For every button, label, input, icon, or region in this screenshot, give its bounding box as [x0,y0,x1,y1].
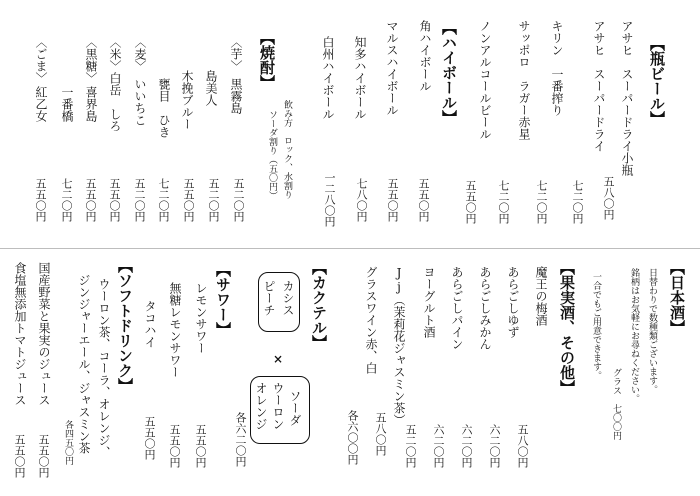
menu-item-price: 五八〇円 [602,176,615,220]
menu-item-name: アサヒ スーパードライ小瓶 [620,20,634,176]
menu-item-price: 五五〇円 [34,178,47,222]
section-divider [0,248,700,249]
menu-item-price: 五五〇円 [417,178,430,222]
juice-vegetable-fruit: 国産野菜と果実のジュース [37,262,51,406]
menu-item-price: 六二〇円 [460,424,473,468]
shochu-type: 〈米〉 [108,36,122,72]
menu-item-name: 島美人 [204,70,218,106]
menu-item-price: 七二〇円 [497,180,510,224]
menu-item-name: 魔王の梅酒 [534,266,548,326]
menu-item-price: 五二〇円 [232,178,245,222]
cocktail-base-cassis: カシス [281,280,295,316]
highball-title: 【ハイボール】 [440,20,458,125]
menu-item-price: 七二〇円 [157,178,170,222]
menu-item-price: 五五〇円 [108,178,121,222]
menu-item-price: 五二〇円 [404,424,417,468]
shochu-title: 【焼酎】 [258,30,276,90]
menu-item-price: 各六〇〇円 [346,410,359,465]
shochu-type: 〈麦〉 [133,36,147,72]
menu-item-price: 五八〇円 [374,412,387,456]
juice-tomato: 食塩無添加トマトジュース [13,262,27,406]
soft-drink-title: 【ソフトドリンク】 [116,258,134,393]
juice-vegetable-fruit-price: 五五〇円 [37,434,50,478]
menu-item-price: 五五〇円 [84,178,97,222]
menu-item-price: 七二〇円 [571,180,584,224]
sake-glass-price: グラス 七〇〇円 [611,368,621,440]
menu-item-price: 一二八〇円 [323,172,336,227]
menu-item-name: 知多ハイボール [353,36,367,120]
menu-item-price: 七二〇円 [60,178,73,222]
menu-item-name: 喜界島 [84,86,98,122]
cocktail-title: 【カクテル】 [310,260,328,350]
menu-item-name: 無糖レモンサワー [168,282,182,378]
menu-item-name: マルスハイボール [385,20,399,116]
cocktail-base-peach: ピーチ [262,280,276,316]
soft-drink-price: 各四五〇円 [63,420,73,465]
menu-item-price: 五五〇円 [182,178,195,222]
shochu-note-drink-style: 飲み方 ロック、水割り [282,100,292,199]
soft-drink-list-1: ウーロン茶、コーラ、オレンジ、 [97,278,111,458]
menu-item-price: 六二〇円 [488,424,501,468]
menu-item-price: 五八〇円 [516,424,529,468]
bottle-beer-title: 【瓶ビール】 [648,36,666,126]
menu-item-name: キリン 一番搾り [550,20,564,116]
menu-item-name: あらごしパイン [450,266,464,350]
menu-item-name: 白岳 しろ [108,72,122,132]
menu-item-price: 五五〇円 [194,424,207,468]
shochu-type: 〈芋〉 [229,36,243,72]
menu-item-price: 五二〇円 [133,178,146,222]
shochu-type: 〈黒糖〉 [84,36,98,84]
menu-item-name: 木挽ブルー [180,70,194,130]
fruit-title: 【果実酒、その他】 [558,260,576,395]
menu-item-name: レモンサワー [194,282,208,354]
menu-item-name: ノンアルコールビール [478,20,492,140]
shochu-note-soda: ソーダ割り（五〇円） [267,110,277,200]
menu-item-name: 白州ハイボール [321,36,335,120]
cocktail-mixer-soda: ソーダ [288,390,302,426]
shochu-type: 〈ごま〉 [34,36,48,84]
menu-item-price: 五五〇円 [168,424,181,468]
sour-title: 【サワー】 [214,262,232,337]
soft-drink-list-2: ジンジャーエール、ジャスミン茶 [77,274,91,454]
cocktail-price: 各六二〇円 [234,412,247,467]
menu-item-name: あらごしゆず [506,266,520,338]
cocktail-cross: × [273,352,284,366]
menu-item-name: アサヒ スーパードライ [592,20,606,152]
sake-title: 【日本酒】 [668,260,686,335]
sake-go-note: 一合でもご用意できます。 [591,272,601,380]
juice-tomato-price: 五五〇円 [13,434,26,478]
menu-item-name: 甕目 ひき [157,78,171,138]
menu-item-name: あらごしみかん [478,266,492,350]
menu-item-name: 一番橋 [60,86,74,122]
menu-item-name: Jj（茉莉花ジャスミン茶） [392,266,406,426]
menu-item-name: ヨーグルト酒 [422,266,436,338]
cocktail-mixer-oolong: ウーロン [271,382,285,430]
menu-item-price: 五五〇円 [386,178,399,222]
menu-item-price: 五二〇円 [207,178,220,222]
menu-item-name: タコハイ [143,300,157,348]
cocktail-mixer-orange: オレンジ [254,382,268,430]
menu-item-price: 五五〇円 [143,416,156,460]
sake-note-daily: 日替わりで数種類ございます。 [647,268,657,394]
menu-item-name: サッポロ ラガー赤星 [517,20,531,140]
menu-item-name: 黒霧島 [229,78,243,114]
menu-item-name: グラスワイン赤、白 [364,266,378,374]
menu-item-price: 五五〇円 [464,180,477,224]
menu-item-price: 七二〇円 [535,180,548,224]
sake-note-ask: 銘柄はお気軽にお尋ねください。 [629,268,639,403]
menu-item-name: いいちこ [133,78,147,126]
menu-item-price: 六二〇円 [432,424,445,468]
menu-item-price: 七八〇円 [355,178,368,222]
menu-item-name: 紅乙女 [34,86,48,122]
menu-item-name: 角ハイボール [418,20,432,92]
